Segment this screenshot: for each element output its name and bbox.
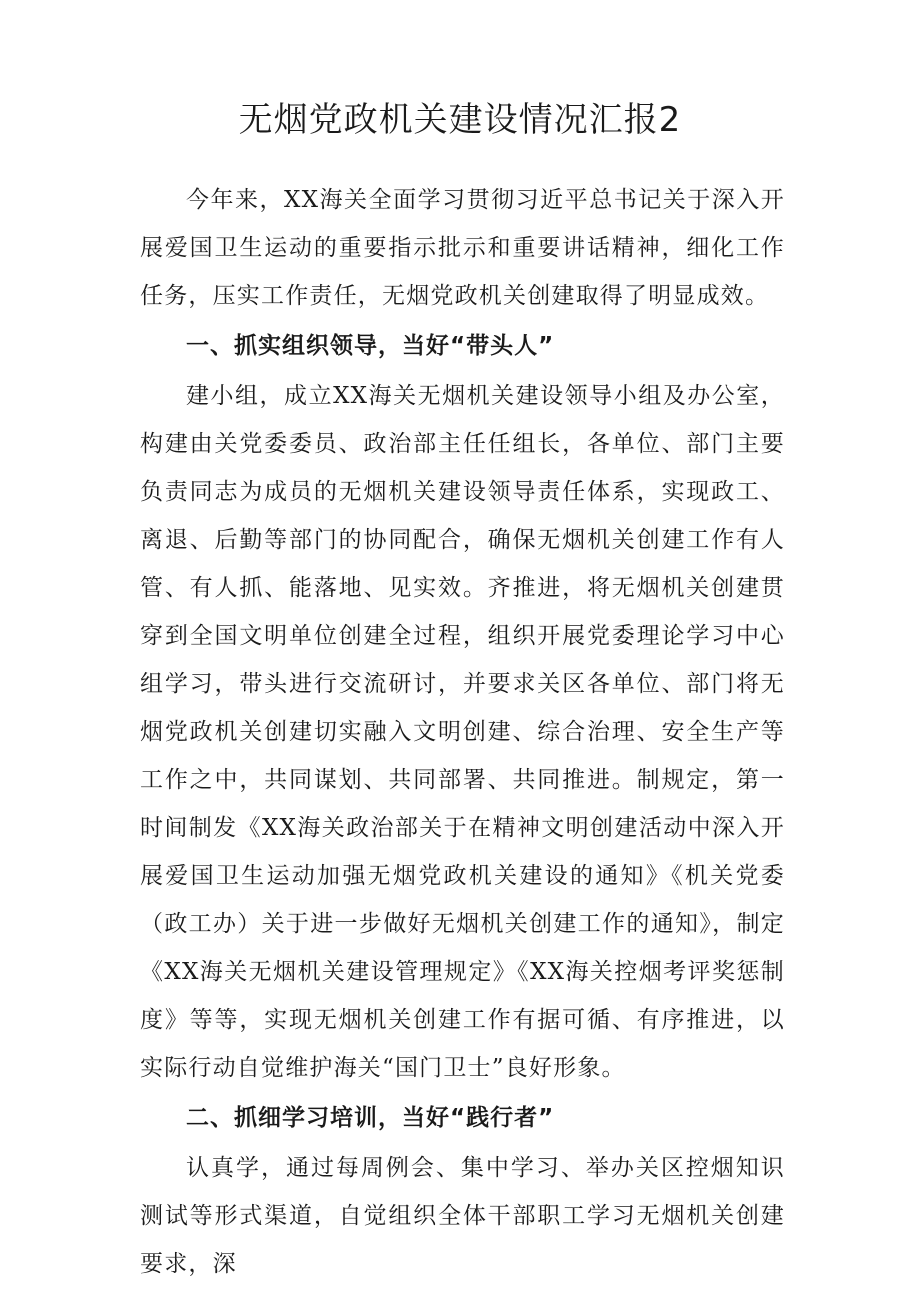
section-2-paragraph: 认真学，通过每周例会、集中学习、举办关区控烟知识测试等形式渠道，自觉组织全体干部职工学习无烟机关创建要求，深 — [140, 1155, 785, 1277]
intro-paragraph: 今年来，XX海关全面学习贯彻习近平总书记关于深入开展爱国卫生运动的重要指示批示和重要讲话精神，细化工作任务，压实工作责任，无烟党政机关创建取得了明显成效。 — [140, 187, 785, 309]
section-1-heading: 一、抓实组织领导，当好“带头人” — [186, 333, 555, 359]
section-2-heading: 二、抓细学习培训，当好“践行者” — [186, 1105, 555, 1131]
document-title: 无烟党政机关建设情况汇报2 — [238, 100, 682, 140]
section-1-paragraph: 建小组，成立XX海关无烟机关建设领导小组及办公室，构建由关党委委员、政治部主任任组长，各单位、部门主要负责同志为成员的无烟机关建设领导责任体系，实现政工、离退、后勤等部门的协同配合，确保无烟机关创建工作有人管、有人抓、能落地、见实效。齐推进，将无烟机关创建贯穿到全国文明单位创建全过程，组织开展党委理论学习中心组学习，带头进行交流研讨，并要求关区各单位、部门将无烟党政机关创建切实融入文明创建、综合治理、安全生产等工作之中，共同谋划、共同部署、共同推进。制规定，第一时间制发《XX海关政治部关于在精神文明创建活动中深入开展爱国卫生运动加强无烟党政机关建设的通知》《机关党委（政工办）关于进一步做好无烟机关创建工作的通知》，制定《XX海关无烟机关建设管理规定》《XX海关控烟考评奖惩制度》等等，实现无烟机关创建工作有据可循、有序推进，以实际行动自觉维护海关“国门卫士”良好形象。 — [140, 383, 785, 1081]
document-body — [140, 176, 785, 1288]
